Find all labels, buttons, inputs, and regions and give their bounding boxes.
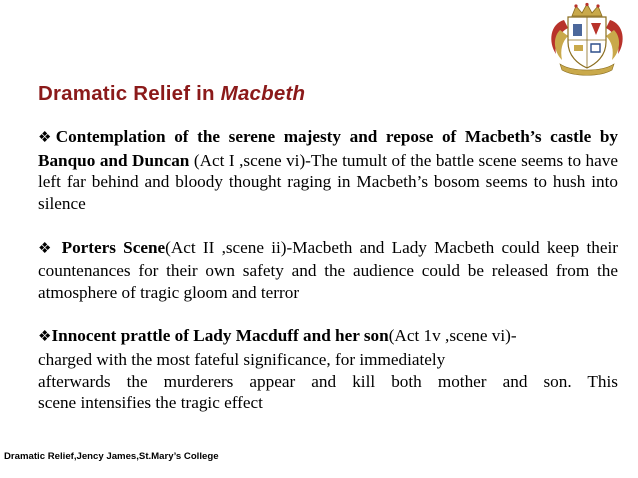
point-1-text: (Act I ,scene vi)-The tumult of the battle scene seems to have left far behind and bloody thought raging in Macbeth’s bosom seems to hush into silence (38, 150, 618, 214)
college-crest-icon (542, 2, 632, 80)
title-main: Dramatic Relief in (38, 82, 221, 105)
point-2-text: (Act II ,scene ii)-Macbeth and Lady Macbeth could keep their countenances for their own safety and the audience could be released from the atmosphere of tragic gloom and terror (38, 237, 618, 302)
bullet-point-3 (38, 325, 618, 414)
diamond-bullet-icon: ❖ (38, 240, 55, 257)
point-3-heading: Innocent prattle of Lady Macduff and her son (51, 326, 389, 346)
point-3-line-1 (38, 325, 618, 349)
bullet-point-1 (38, 126, 618, 215)
point-3-line-2: charged with the most fateful significance, for immediately (38, 350, 446, 369)
slide-body (38, 126, 618, 414)
slide-title (38, 82, 305, 106)
diamond-bullet-icon: ❖ (38, 329, 52, 346)
diamond-bullet-icon: ❖ (38, 130, 56, 146)
slide-footer: Dramatic Relief,Jency James,St.Mary’s College (4, 451, 219, 462)
point-2-heading: Porters Scene (54, 237, 166, 257)
point-3-line-4: scene intensifies the tragic effect (38, 393, 263, 413)
title-italic: Macbeth (220, 82, 306, 105)
point-3-line-3: afterwards the murderers appear and kill both mother and son. This (38, 371, 618, 391)
point-1-heading: Contemplation of the serene majesty and repose of Macbeth’s castle by Banquo and Duncan (38, 127, 618, 170)
point-3-text-1: (Act 1v ,scene vi)- (388, 326, 517, 346)
bullet-point-2 (38, 237, 618, 304)
